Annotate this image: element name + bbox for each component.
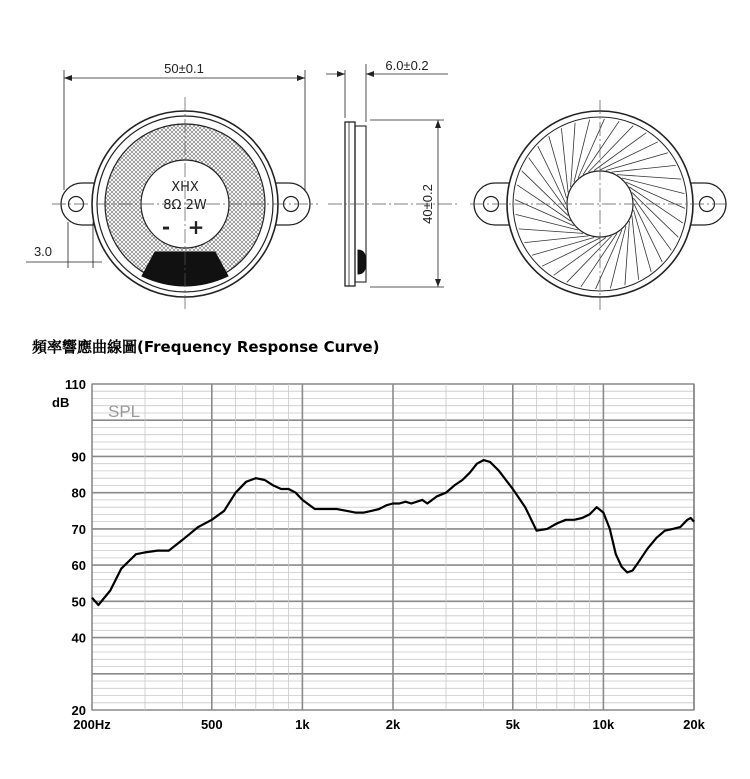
series-label-spl: SPL bbox=[108, 402, 141, 421]
x-tick-label: 500 bbox=[200, 717, 223, 732]
chart-title: 頻率響應曲線圖(Frequency Response Curve) bbox=[32, 338, 380, 356]
y-tick-label: 40 bbox=[71, 630, 86, 646]
y-tick-label: 90 bbox=[71, 449, 86, 465]
speaker-drawing bbox=[0, 0, 750, 330]
y-tick-label: 50 bbox=[71, 594, 86, 610]
back-view bbox=[470, 100, 728, 310]
tab-dimension: 3.0 bbox=[33, 244, 53, 259]
x-tick-label: 2k bbox=[385, 717, 401, 732]
x-tick-label: 200Hz bbox=[73, 717, 111, 732]
y-tick-label: 20 bbox=[71, 703, 86, 718]
y-axis-label: dB bbox=[52, 395, 70, 410]
x-tick-label: 1k bbox=[295, 717, 310, 732]
y-tick-label: 110 bbox=[65, 377, 86, 392]
minus-terminal-label: - bbox=[161, 215, 171, 239]
depth-dimension: 6.0±0.2 bbox=[385, 58, 429, 73]
y-tick-label: 70 bbox=[71, 521, 86, 537]
plus-terminal-label: + bbox=[187, 215, 205, 239]
y-tick-label: 80 bbox=[71, 485, 86, 501]
height-dimension: 40±0.2 bbox=[420, 184, 435, 224]
spec-label: 8Ω 2W bbox=[163, 198, 207, 213]
brand-label: XHX bbox=[171, 180, 199, 195]
x-tick-label: 5k bbox=[505, 717, 521, 732]
x-tick-label: 10k bbox=[592, 717, 615, 732]
x-tick-label: 20k bbox=[683, 717, 705, 732]
front-width-dimension: 50±0.1 bbox=[164, 61, 204, 76]
chart-grid bbox=[92, 384, 694, 710]
side-view bbox=[326, 64, 460, 287]
y-tick-label: 60 bbox=[71, 558, 86, 574]
frequency-response-chart bbox=[0, 360, 750, 750]
